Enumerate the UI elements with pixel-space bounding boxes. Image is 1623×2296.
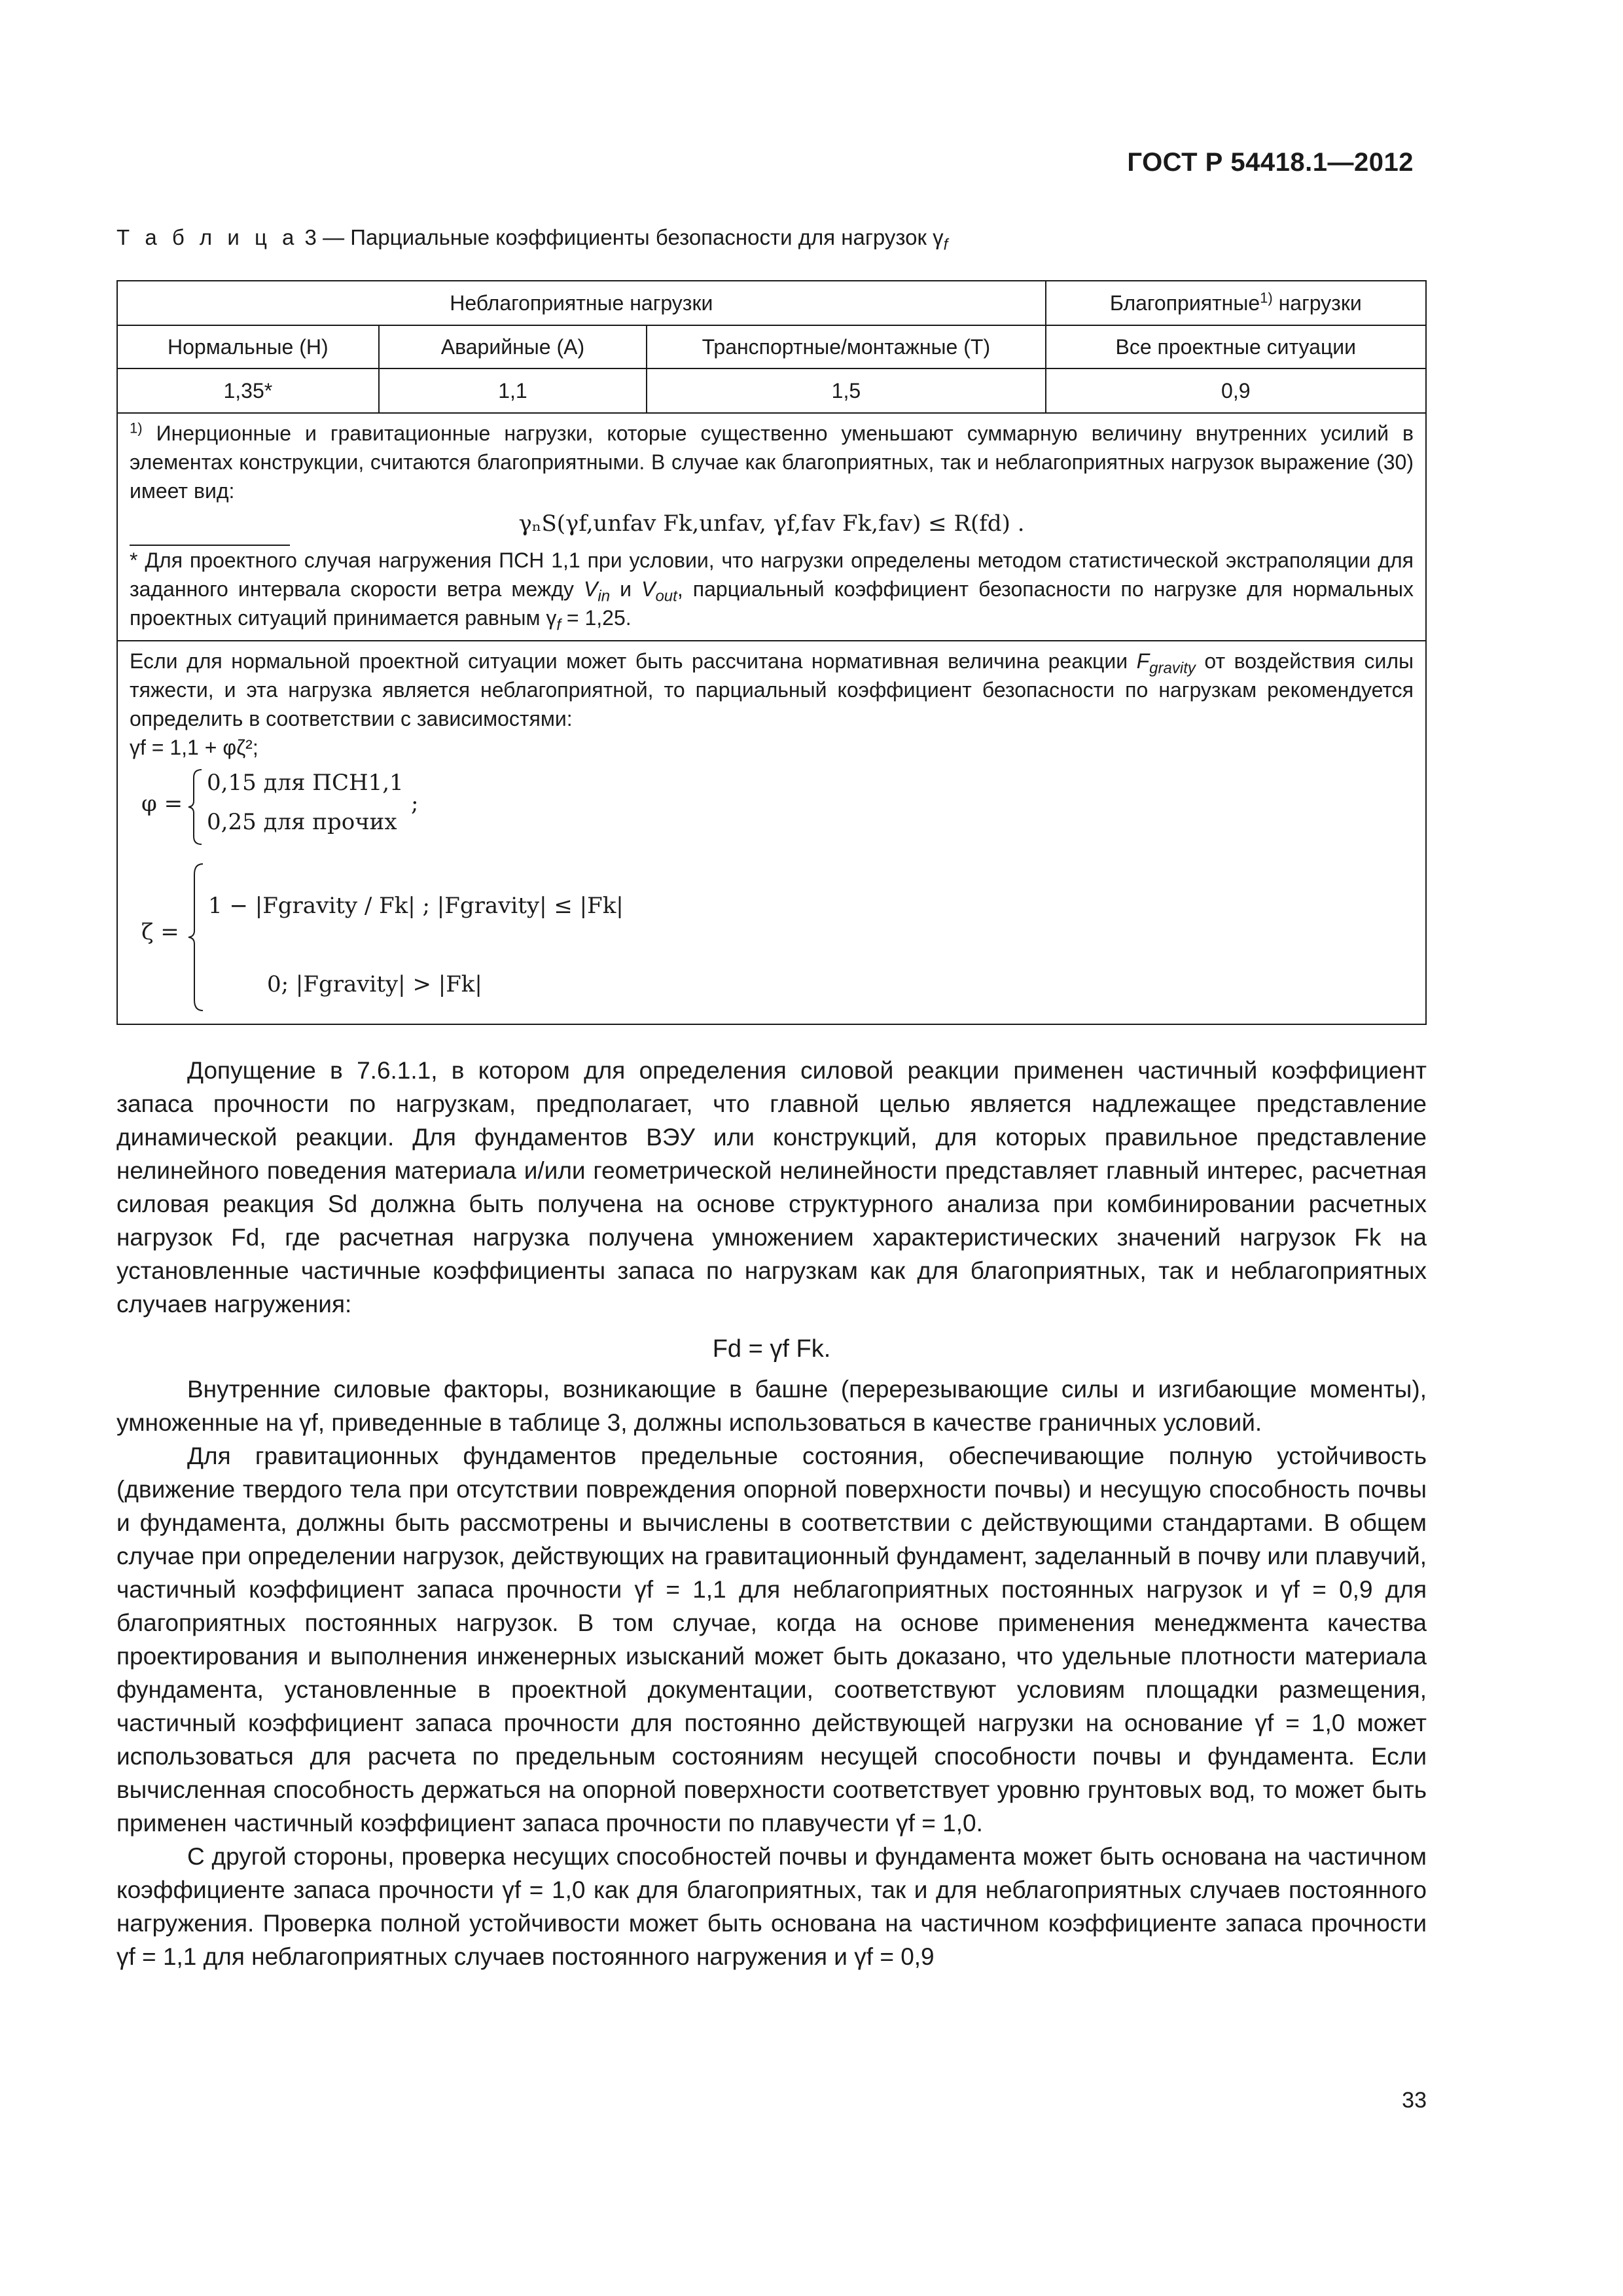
eq-gamma: γf = 1,1 + φζ²; <box>130 736 259 759</box>
star-and: и <box>610 577 642 601</box>
star-text-b: , парциальный коэффициент безопасности по нагрузке для нормальных проектных ситуаций принимается равным γ <box>130 577 1414 630</box>
table-caption <box>116 225 948 254</box>
phi-brace <box>187 768 203 846</box>
subheader-all: Все проектные ситуации <box>1046 325 1426 368</box>
star-text-c: = 1,25. <box>561 606 632 630</box>
fav-header-tail: нагрузки <box>1272 291 1362 315</box>
fav-header-sup: 1) <box>1260 289 1273 306</box>
subheader-normal: Нормальные (Н) <box>117 325 379 368</box>
eq-phi <box>130 764 1414 850</box>
unfav-header: Неблагоприятные нагрузки <box>117 281 1046 325</box>
zeta-brace <box>187 863 204 1012</box>
caption-number: 3 <box>304 225 317 249</box>
paragraph-3: Для гравитационных фундаментов предельные состояния, обеспечивающие полную устойчивость (движение твердого тела при отсутствии повреждения опорной поверхности почвы) и несущую способность почвы и фундамента, должны быть рассмотрены и вычислены в соответствии с действующими стандартами. В общем случае при определении нагрузок, действующих на гравитационный фундамент, заделанный в почву или плавучий, частичный коэффициент запаса прочности γf = 1,1 для неблагоприятных постоянных нагрузок и γf = 0,9 для благоприятных постоянных нагрузок. В том случае, когда на основе применения менеджмента качества проектирования и выполнения инженерных изысканий может быть доказано, что удельные плотности материала фундамента, установленные в проектной документации, соответствуют условиям площадки размещения, частичный коэффициент запаса прочности для постоянно действующей нагрузки на основание γf = 1,0 может использоваться для расчета по предельным состояниям несущей способности почвы и фундамента. Если вычисленная способность держаться на опорной поверхности соответствует уровню грунтовых вод, то может быть применен частичный коэффициент запаса прочности по плавучести γf = 1,0. <box>116 1443 1427 1837</box>
gravity-text-b: от воздействия силы тяжести, и эта нагрузка является неблагоприятной, то парциальный коэффициент безопасности по нагрузкам рекомендуется определить в соответствии с зависимостями: <box>130 649 1414 730</box>
subheader-emergency: Аварийные (А) <box>379 325 647 368</box>
gravity-f-sub: gravity <box>1149 659 1196 677</box>
standard-number: ГОСТ Р 54418.1—2012 <box>1127 148 1414 177</box>
caption-prefix: Т а б л и ц а <box>116 225 299 249</box>
paragraph-1: Допущение в 7.6.1.1, в котором для определения силовой реакции применен частичный коэффициент запаса прочности по нагрузкам, предполагает, что главной целью является надлежащее представление динамической реакции. Для фундаментов ВЭУ или конструкций, для которых правильное представление нелинейного поведения материала и/или геометрической нелинейности представляет главный интерес, расчетная силовая реакция Sd должна быть получена на основе структурного анализа при комбинировании расчетных нагрузок Fd, где расчетная нагрузка получена умножением характеристических значений нагрузок Fk на установленные частичные коэффициенты запаса по нагрузкам как для благоприятных, так и неблагоприятных случаев нагружения: <box>116 1057 1427 1318</box>
footnote-star <box>130 546 1414 632</box>
star-vout: V <box>641 577 656 601</box>
gravity-text-a: Если для нормальной проектной ситуации может быть рассчитана нормативная величина реакции <box>130 649 1137 673</box>
paragraph-4: С другой стороны, проверка несущих способностей почвы и фундамента может быть основана на частичном коэффициенте запаса прочности γf = 1,0 как для благоприятных, так и для неблагоприятных случаев постоянного нагружения. Проверка полной устойчивости может быть основана на частичном коэффициенте запаса прочности γf = 1,1 для неблагоприятных случаев постоянного нагружения и γf = 0,9 <box>116 1843 1427 1970</box>
table-footnote <box>117 413 1426 641</box>
gravity-f: F <box>1136 649 1150 673</box>
fav-header-text: Благоприятные <box>1109 291 1260 315</box>
coefficients-table <box>116 280 1427 1025</box>
table-note-gravity <box>117 641 1426 1024</box>
footnote-1 <box>130 419 1414 505</box>
value-normal: 1,35* <box>117 368 379 413</box>
phi-semicolon: ; <box>411 791 419 817</box>
fav-header <box>1046 281 1426 325</box>
value-all: 0,9 <box>1046 368 1426 413</box>
gravity-text <box>130 647 1414 733</box>
star-sub: f <box>556 616 562 634</box>
zeta-symbol: ζ = <box>141 919 179 945</box>
phi-case-1: 0,15 для ПСН1,1 <box>207 770 404 796</box>
star-text-a: * Для проектного случая нагружения ПСН 1,1 при условии, что нагрузки определены методом статистической экстраполяции для заданного интервала скорости ветра между <box>130 548 1414 601</box>
value-transport: 1,5 <box>647 368 1045 413</box>
zeta-case-1: 1 − |Fgravity / Fk| ; |Fgravity| ≤ |Fk| <box>208 893 624 919</box>
star-vout-sub: out <box>655 587 677 605</box>
zeta-case-2: 0; |Fgravity| > |Fk| <box>267 971 482 997</box>
star-vin: V <box>584 577 598 601</box>
footnote-1-text: Инерционные и гравитационные нагрузки, которые существенно уменьшают суммарную величину внутренних усилий в элементах конструкции, считаются благоприятными. В случае как благоприятных, так и неблагоприятных нагрузок выражение (30) имеет вид: <box>130 422 1414 503</box>
footnote-1-formula: γₙS(γf,unfav Fk,unfav, γf,fav Fk,fav) ≤ R(fd) . <box>518 511 1025 537</box>
value-emergency: 1,1 <box>379 368 647 413</box>
paragraph-2: Внутренние силовые факторы, возникающие в башне (перерезывающие силы и изгибающие моменты), умноженные на γf, приведенные в таблице 3, должны использоваться в качестве граничных условий. <box>116 1376 1427 1436</box>
subheader-transport: Транспортные/монтажные (Т) <box>647 325 1045 368</box>
caption-text: — Парциальные коэффициенты безопасности для нагрузок γ <box>316 225 944 249</box>
phi-case-2: 0,25 для прочих <box>207 809 397 835</box>
eq-zeta <box>130 859 1414 1016</box>
star-vin-sub: in <box>597 587 611 605</box>
footnote-1-mark: 1) <box>130 420 143 437</box>
body-text <box>116 1054 1427 1973</box>
equation-fd: Fd = γf Fk. <box>712 1335 831 1363</box>
page-number: 33 <box>1402 2088 1427 2113</box>
caption-sub: f <box>943 236 948 254</box>
phi-symbol: φ = <box>141 791 183 817</box>
